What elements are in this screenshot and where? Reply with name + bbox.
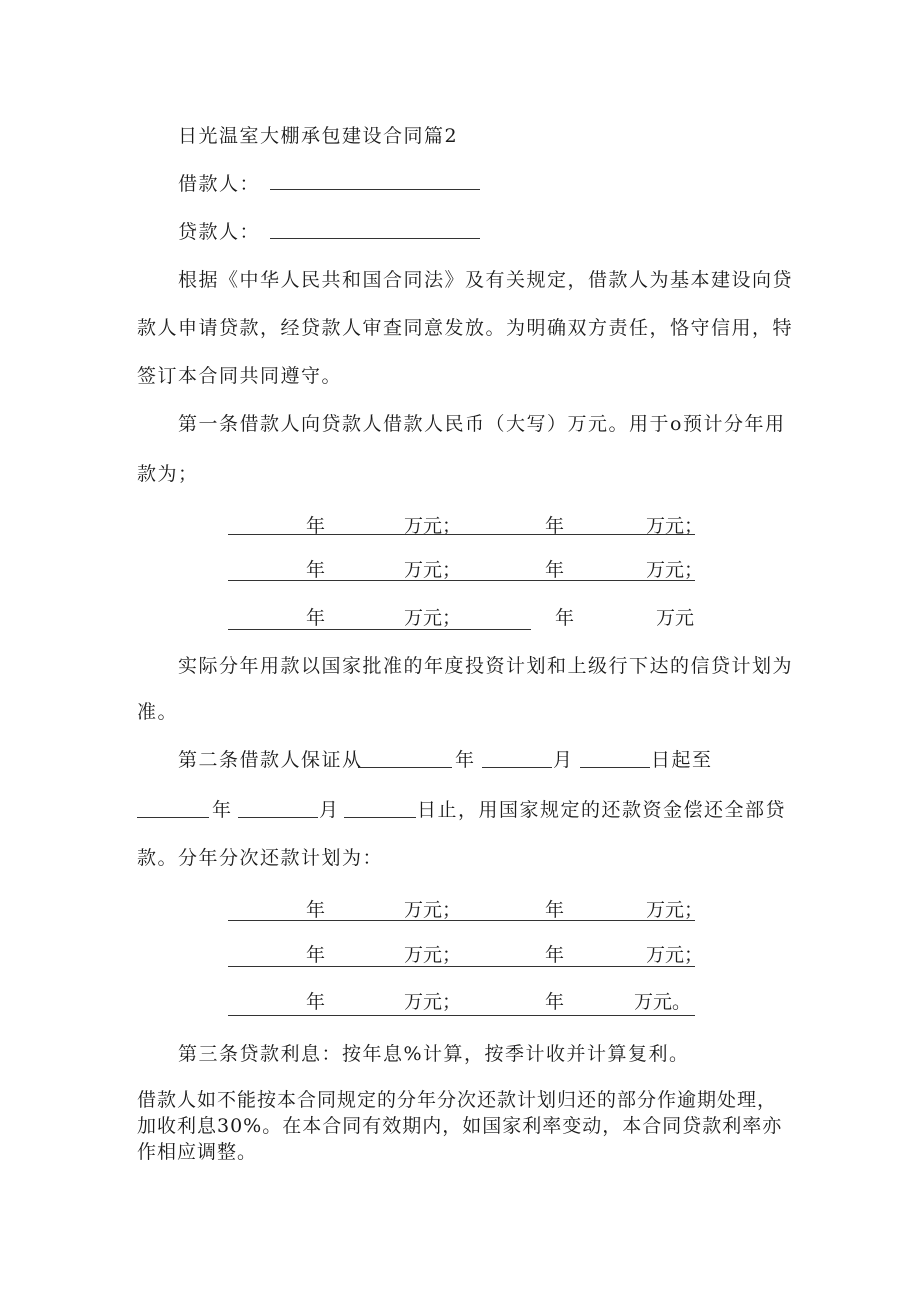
article1-line-1: 第一条借款人向贷款人借款人民币（大写）万元。用于o预计分年用: [178, 413, 786, 435]
article2-year2-label: 年: [212, 799, 233, 821]
lender-label: 贷款人：: [178, 221, 261, 243]
schedule1-year: 年: [545, 515, 565, 537]
schedule1-amount: 万元；: [646, 515, 704, 537]
schedule1-year: 年: [555, 607, 575, 629]
penalty-line-1: 借款人如不能按本合同规定的分年分次还款计划归还的部分作逾期处理，: [137, 1089, 778, 1111]
intro-line-2: 款人申请贷款，经贷款人审查同意发放。为明确双方责任，恪守信用，特: [137, 317, 794, 339]
article2-year-label: 年: [455, 749, 476, 771]
schedule2-year: 年: [545, 899, 565, 921]
intro-line-3: 签订本合同共同遵守。: [137, 365, 343, 387]
schedule1-underline[interactable]: [228, 580, 695, 581]
start-day-blank[interactable]: [580, 767, 650, 768]
article2-day-to: 日止，用国家规定的还款资金偿还全部贷: [417, 799, 787, 821]
borrower-blank[interactable]: [270, 189, 480, 190]
article2-prefix: 第二条借款人保证从: [178, 749, 363, 771]
start-month-blank[interactable]: [482, 767, 552, 768]
schedule2-underline[interactable]: [228, 920, 695, 921]
schedule2-underline[interactable]: [228, 1015, 695, 1016]
schedule1-year: 年: [306, 559, 326, 581]
schedule2-year: 年: [306, 899, 326, 921]
end-day-blank[interactable]: [344, 817, 416, 818]
schedule2-amount: 万元；: [404, 944, 462, 966]
article1-line-2: 款为；: [137, 463, 199, 485]
schedule1-amount: 万元；: [404, 559, 462, 581]
end-year-blank[interactable]: [137, 817, 209, 818]
schedule1-amount: 万元；: [404, 607, 462, 629]
note1-line-1: 实际分年用款以国家批准的年度投资计划和上级行下达的信贷计划为: [178, 655, 794, 677]
schedule2-year: 年: [306, 944, 326, 966]
start-year-blank[interactable]: [358, 767, 452, 768]
schedule2-amount: 万元；: [404, 899, 462, 921]
schedule2-amount: 万元；: [646, 944, 704, 966]
schedule2-amount: 万元；: [404, 991, 462, 1013]
borrower-label: 借款人：: [178, 173, 261, 195]
article2-month2-label: 月: [319, 799, 340, 821]
document-title: 日光温室大棚承包建设合同篇2: [178, 125, 459, 147]
schedule1-amount: 万元: [656, 607, 695, 629]
schedule2-year: 年: [545, 944, 565, 966]
schedule2-amount: 万元。: [634, 991, 692, 1013]
note1-line-2: 准。: [137, 701, 179, 723]
schedule1-underline[interactable]: [228, 534, 695, 535]
article2-day-from: 日起至: [651, 749, 713, 771]
schedule2-year: 年: [306, 991, 326, 1013]
schedule1-year: 年: [306, 515, 326, 537]
article3: 第三条贷款利息：按年息%计算，按季计收并计算复利。: [178, 1043, 690, 1065]
schedule2-year: 年: [545, 991, 565, 1013]
schedule2-underline[interactable]: [228, 966, 695, 967]
schedule1-year: 年: [306, 607, 326, 629]
schedule1-amount: 万元；: [404, 515, 462, 537]
intro-line-1: 根据《中华人民共和国合同法》及有关规定，借款人为基本建设向贷: [178, 269, 794, 291]
schedule1-amount: 万元；: [646, 559, 704, 581]
article2-month-label: 月: [553, 749, 574, 771]
schedule2-amount: 万元；: [646, 899, 704, 921]
schedule1-underline[interactable]: [228, 629, 531, 630]
end-month-blank[interactable]: [238, 817, 318, 818]
lender-blank[interactable]: [270, 238, 480, 239]
schedule1-year: 年: [545, 559, 565, 581]
article2-line-3: 款。分年分次还款计划为：: [137, 847, 384, 869]
penalty-line-2: 加收利息30%。在本合同有效期内，如国家利率变动，本合同贷款利率亦: [137, 1115, 783, 1137]
penalty-line-3: 作相应调整。: [137, 1141, 258, 1163]
